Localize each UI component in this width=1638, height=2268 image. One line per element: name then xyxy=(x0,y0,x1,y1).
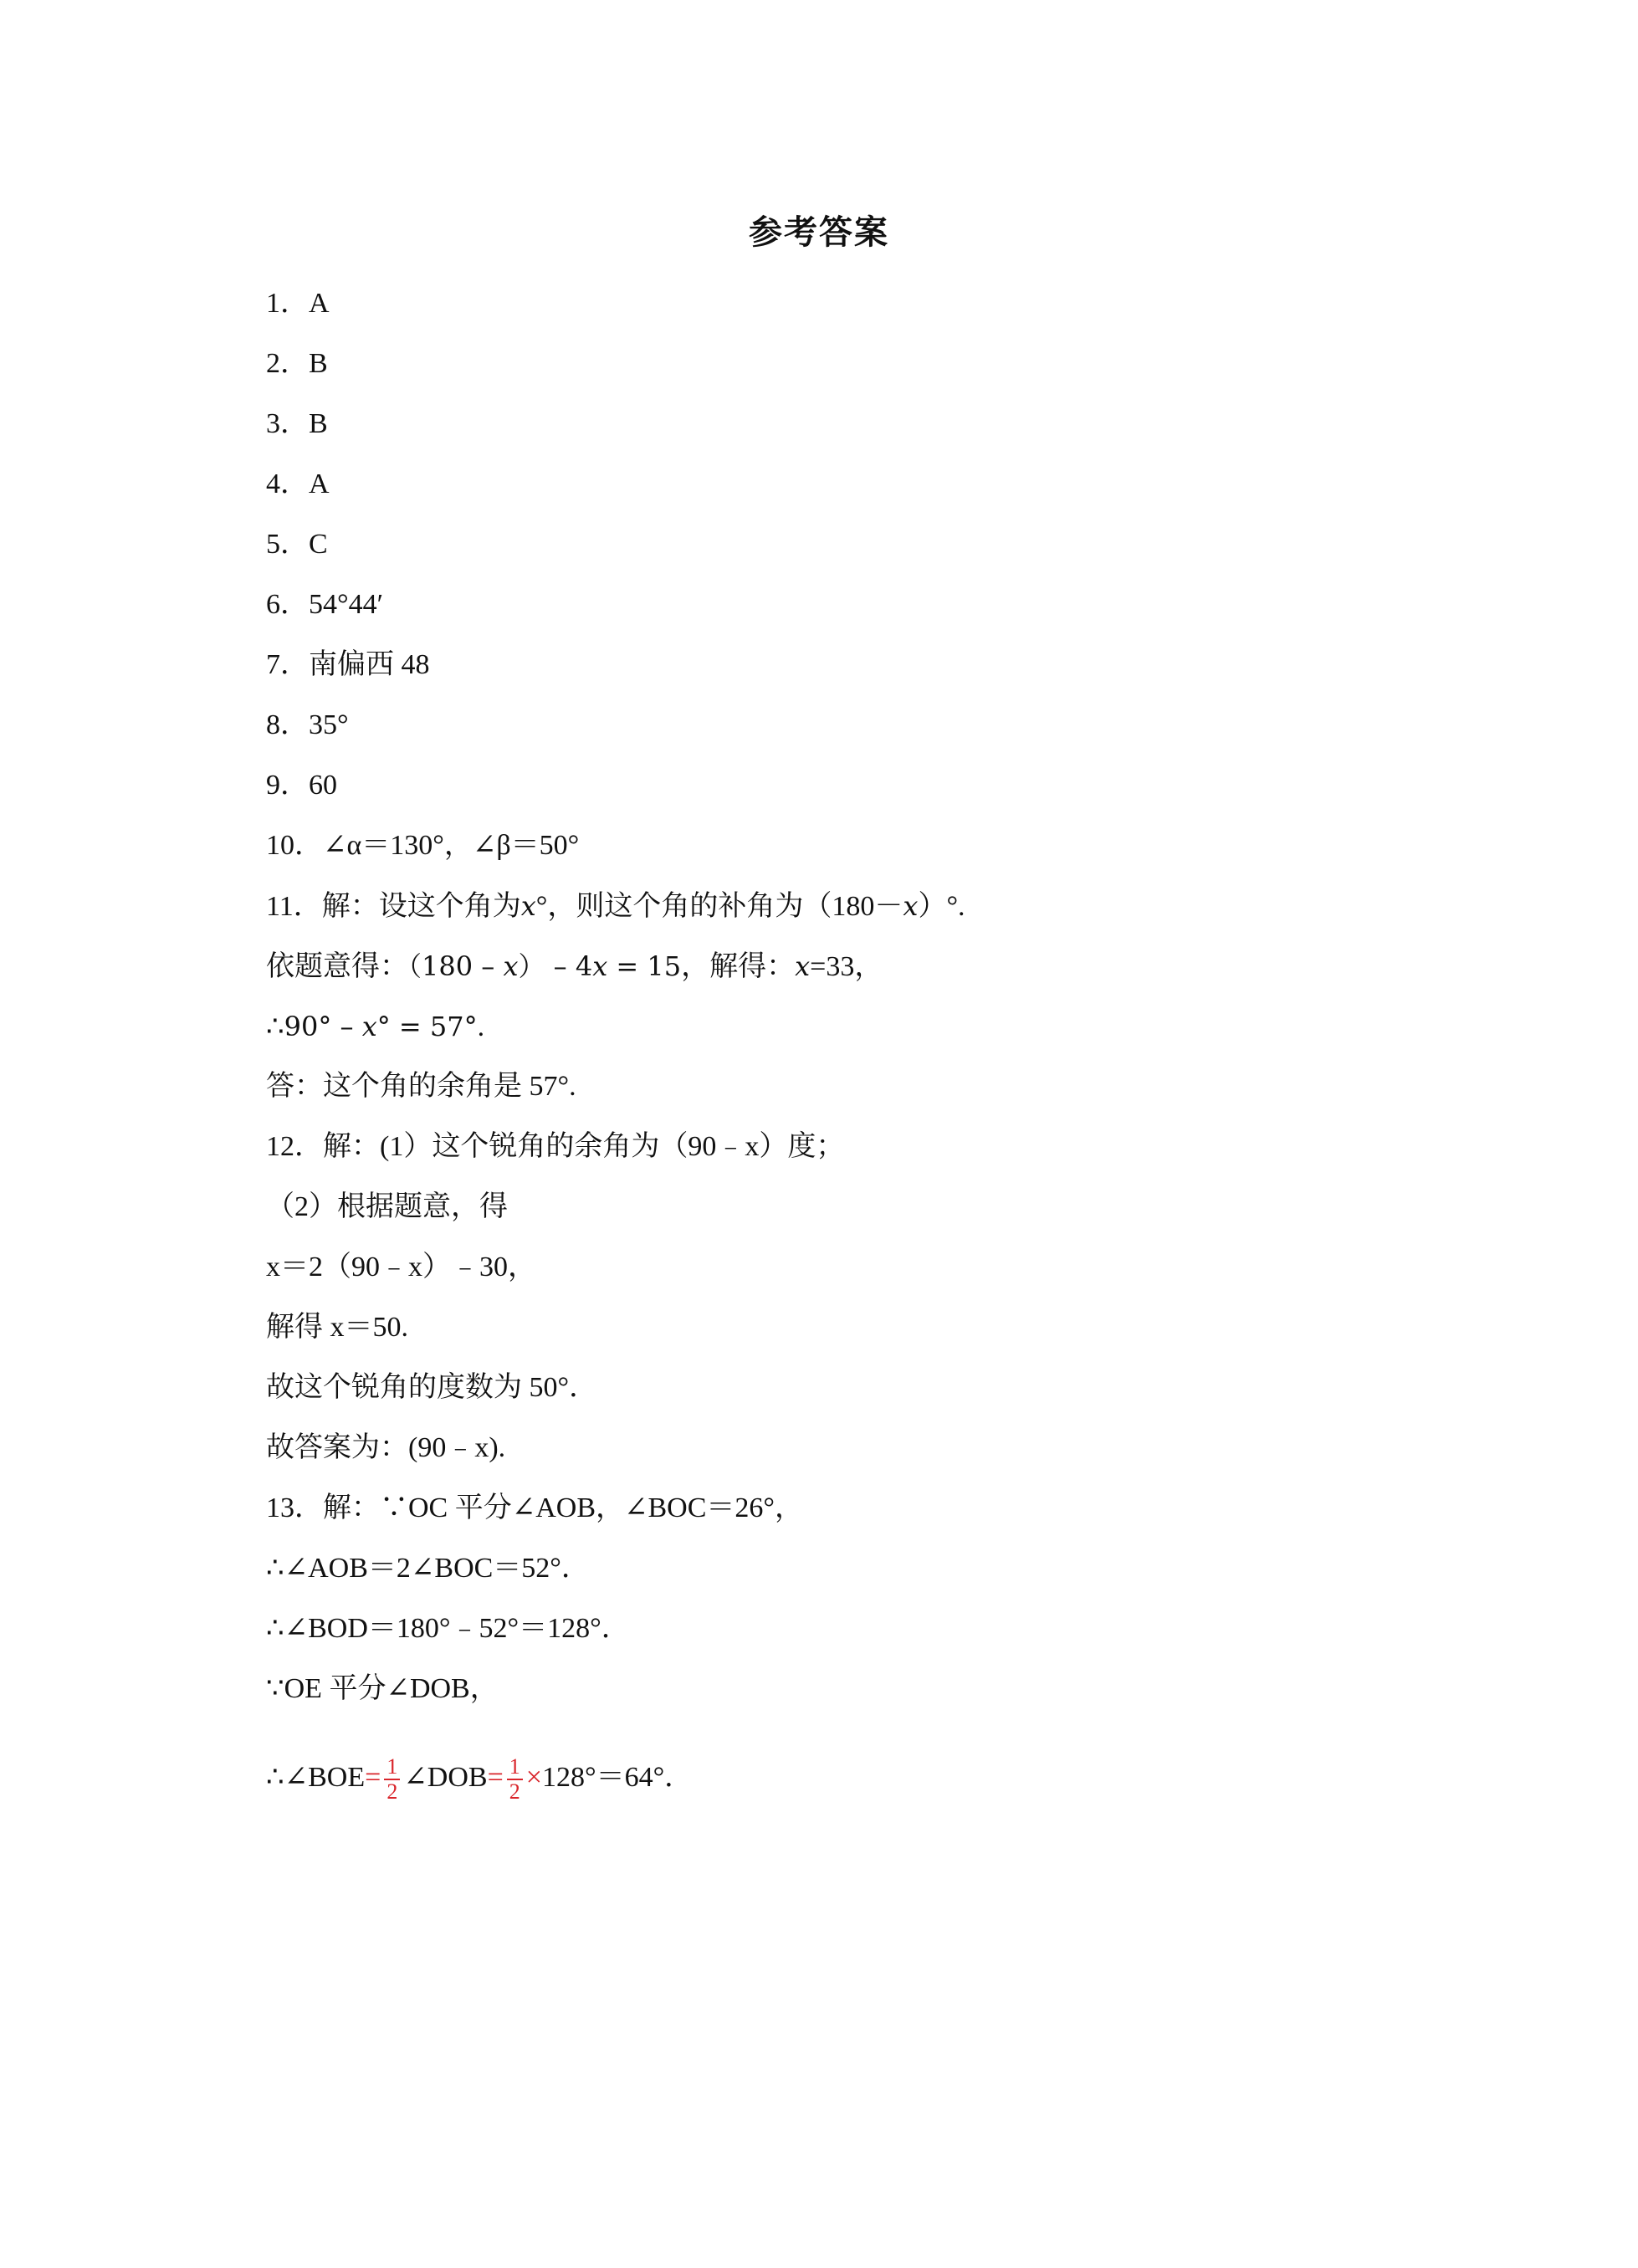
answer-7: 7．南偏西 48 xyxy=(266,649,430,680)
q11-l2-var-b: x xyxy=(592,950,608,982)
fraction-1-denominator: 2 xyxy=(386,1779,398,1804)
q11-l1-var2: x xyxy=(903,890,919,922)
q11-l3-prefix: ∴ xyxy=(266,1011,284,1042)
q11-l2-math-a: （180 – xyxy=(408,950,504,982)
q13-l5-times: × xyxy=(525,1761,542,1793)
q12-line-1: 12．解：(1）这个锐角的余角为（90﹣x）度； xyxy=(266,1131,845,1162)
q11-line-4: 答：这个角的余角是 57°. xyxy=(266,1071,576,1102)
q11-l2-suffix: =33， xyxy=(810,951,883,982)
answer-3: 3．B xyxy=(266,408,328,439)
answer-5: 5．C xyxy=(266,529,328,560)
q13-l5-b: ∠DOB xyxy=(403,1761,488,1793)
fraction-2-denominator: 2 xyxy=(509,1779,520,1804)
q13-l5-a: ∴∠BOE xyxy=(266,1761,366,1793)
page-title: 参考答案 xyxy=(749,213,889,252)
q11-line-2 xyxy=(266,947,883,986)
answer-4: 4．A xyxy=(266,468,330,499)
q11-l2-math-c: = 15 xyxy=(607,950,682,982)
q11-l2-equation xyxy=(408,950,681,982)
q13-line-3: ∴∠BOD＝180°﹣52°＝128°． xyxy=(266,1613,630,1644)
fraction-half-2 xyxy=(507,1755,523,1804)
q11-l3-math-a: 90° – xyxy=(284,1011,362,1042)
q11-l3-var: x xyxy=(361,1011,377,1042)
q13-line-1: 13．解：∵OC 平分∠AOB，∠BOC＝26°， xyxy=(266,1492,803,1523)
q13-l5-eq1: = xyxy=(365,1761,381,1793)
answer-2: 2．B xyxy=(266,348,328,379)
q11-l2-var-c: x xyxy=(795,950,811,982)
q11-l3-suffix: . xyxy=(477,1011,485,1042)
q11-l3-math-b: ° = 57° xyxy=(376,1011,478,1042)
fraction-2-numerator: 1 xyxy=(507,1755,523,1780)
q12-line-2: （2）根据题意，得 xyxy=(266,1191,508,1222)
q11-l3-equation xyxy=(284,1011,478,1042)
q11-l2-math-b: ） – 4 xyxy=(518,950,593,982)
answer-6: 6．54°44′ xyxy=(266,589,384,620)
answer-9: 9．60 xyxy=(266,770,337,801)
q11-l1-var: x xyxy=(520,890,536,922)
answer-8: 8．35° xyxy=(266,709,349,740)
q13-line-5 xyxy=(266,1755,693,1804)
q12-line-6: 故答案为：(90﹣x). xyxy=(266,1432,506,1463)
q11-l1-suffix: ）°. xyxy=(918,891,965,922)
q13-line-4: ∵OE 平分∠DOB， xyxy=(266,1673,499,1704)
q11-l2-var-a: x xyxy=(503,950,519,982)
q11-l1-mid: °，则这个角的补角为（180－ xyxy=(535,891,903,922)
q12-line-5: 故这个锐角的度数为 50°． xyxy=(266,1372,598,1403)
answer-1: 1．A xyxy=(266,288,330,319)
q11-line-1 xyxy=(266,887,965,926)
q13-l5-eq2: = xyxy=(487,1761,504,1793)
fraction-1-numerator: 1 xyxy=(384,1755,400,1780)
q13-l5-c: 128°＝64°． xyxy=(541,1761,694,1793)
q11-l1-prefix: 11．解：设这个角为 xyxy=(266,891,521,922)
q11-line-3 xyxy=(266,1007,484,1047)
fraction-half-1 xyxy=(384,1755,400,1804)
answer-10: 10．∠α＝130°，∠β＝50° xyxy=(266,830,580,861)
q11-l2-prefix: 依题意得： xyxy=(266,951,408,982)
q13-line-2: ∴∠AOB＝2∠BOC＝52°． xyxy=(266,1553,590,1584)
q12-line-4: 解得 x＝50. xyxy=(266,1312,408,1343)
q11-l2-mid: ，解得： xyxy=(681,951,796,982)
q12-line-3: x＝2（90﹣x）﹣30， xyxy=(266,1252,536,1282)
